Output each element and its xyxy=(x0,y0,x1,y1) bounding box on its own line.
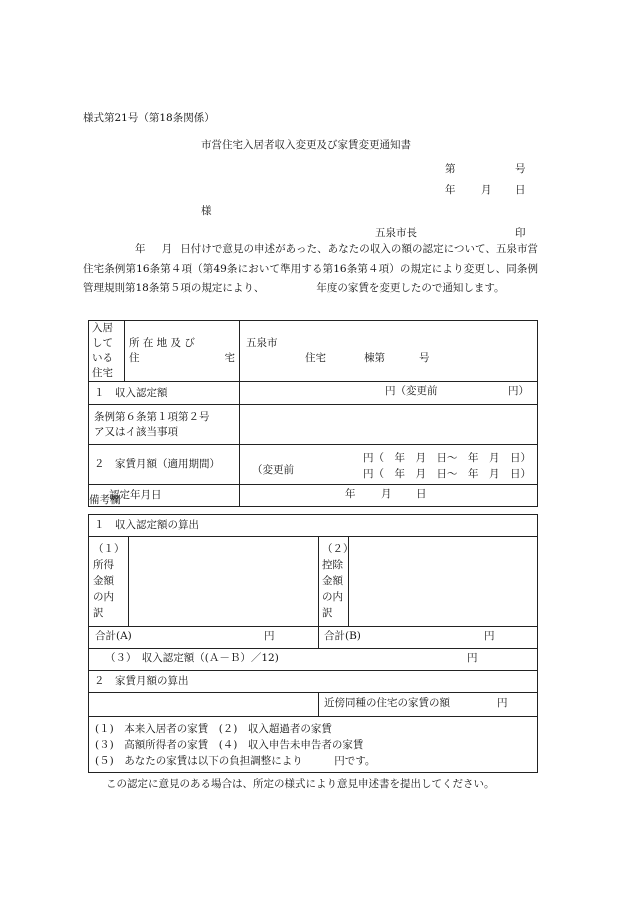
paragraph-line2: 年度の家賃を変更したので通知します。 xyxy=(316,282,505,294)
seal-mark: 印 xyxy=(515,227,526,239)
ordinance-label: 条例第６条第１項第２号 ア又はイ該当事項 xyxy=(89,405,240,445)
footer-note: この認定に意見のある場合は、所定の様式により意見申述書を提出してください。 xyxy=(106,778,495,790)
income-breakdown-label: （１） 所得 金額 の内 訳 xyxy=(89,537,129,627)
nearby-rent: 近傍同種の住宅の家賃の額 円 xyxy=(319,693,538,717)
resident-housing-label: 入居して いる住宅 xyxy=(89,321,125,382)
ordinance-value xyxy=(240,405,538,445)
date-month: 月 xyxy=(481,184,492,196)
section-rent-calc: ２ 家賃月額の算出 xyxy=(89,671,538,693)
rent-type-notes: (１) 本来入居者の家賃 (２) 収入超過者の家賃 (３) 高額所得者の家賃 (４) 収入申告未申告者の家賃 (５) あなたの家賃は以下の負担調整により 円です。 xyxy=(89,717,538,773)
monthly-rent-label: ２ 家賃月額（適用期間） xyxy=(89,445,240,485)
calculation-table xyxy=(88,514,538,773)
rent-calc-blank xyxy=(89,693,319,717)
document-title: 市営住宅入居者収入変更及び家賃変更通知書 xyxy=(201,139,411,151)
date-year: 年 xyxy=(445,184,456,196)
income-breakdown-area xyxy=(129,537,319,627)
recognition-date-label: 認定年月日 xyxy=(89,485,240,507)
total-b: 合計(B) 円 xyxy=(319,627,538,649)
form-number: 様式第21号（第18条関係） xyxy=(83,112,215,124)
deduction-breakdown-area xyxy=(349,537,538,627)
housing-info-table xyxy=(88,320,538,507)
number-prefix: 第 xyxy=(445,163,456,175)
income-amount-label: １ 収入認定額 xyxy=(89,382,240,405)
paragraph-line1: 日付けで意見の申述があった、あなたの収入の額の認定について、五泉市営住宅条例第16条第４項（第49条において準用する第16条第４項）の規定により変更し、同条例管理規則第18条第５項の規定により、 xyxy=(83,243,539,294)
paragraph-year: 年 xyxy=(135,243,146,255)
deduction-breakdown-label: （２） 控除 金額 の内 訳 xyxy=(319,537,349,627)
location-label: 所 在 地 及 び 住 宅 xyxy=(125,321,240,382)
paragraph-month: 月 xyxy=(161,243,173,255)
income-recognition-calc: （３） 収入認定額（(Ａ－Ｂ）／12) 円 xyxy=(89,649,538,671)
location-value: 五泉市 住宅 棟第 号 xyxy=(240,321,538,382)
date-day: 日 xyxy=(515,184,526,196)
number-suffix: 号 xyxy=(515,163,526,175)
income-amount-value: 円（変更前 円） xyxy=(240,382,538,405)
total-a: 合計(A) 円 xyxy=(89,627,319,649)
monthly-rent-value: （変更前 円（ 年 月 日～ 年 月 日） 円（ 年 月 日～ 年 月 日） xyxy=(240,445,538,485)
section-income-calc: １ 収入認定額の算出 xyxy=(89,515,538,537)
addressee: 様 xyxy=(201,205,212,217)
notice-paragraph xyxy=(83,240,538,299)
recognition-date-value: 年 月 日 xyxy=(240,485,538,507)
issuer: 五泉市長 xyxy=(375,227,417,239)
remarks-heading: 備考欄 xyxy=(89,494,121,506)
